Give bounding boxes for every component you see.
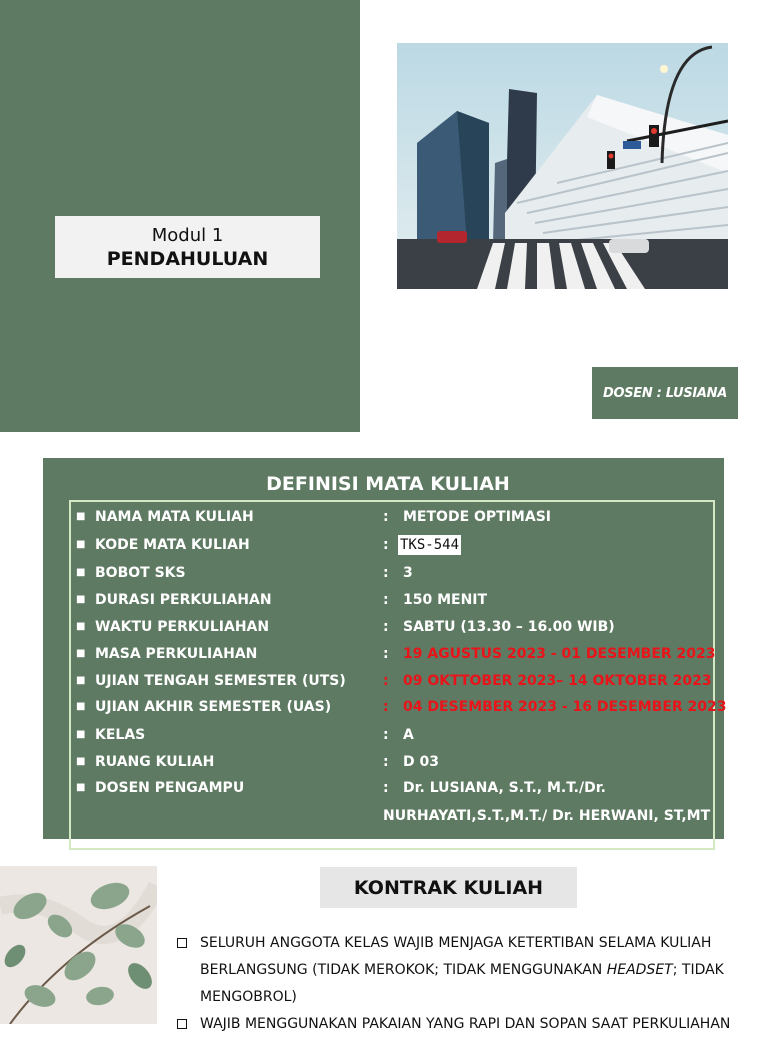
row-colon: : (383, 565, 389, 581)
bullet-icon: ■ (76, 782, 86, 793)
bullet-icon: ■ (76, 511, 86, 522)
rule-text: WAJIB MENGGUNAKAN PAKAIAN YANG RAPI DAN SOPAN SAAT PERKULIAHAN (200, 1016, 731, 1032)
rule-line-part: BERLANGSUNG (TIDAK MEROKOK; TIDAK MENGGUNAKAN (200, 962, 607, 978)
module-title: PENDAHULUAN (106, 248, 269, 270)
rule-line: SELURUH ANGGOTA KELAS WAJIB MENJAGA KETERTIBAN SELAMA KULIAH (200, 935, 712, 951)
bullet-icon: ■ (76, 729, 86, 740)
row-value: 150 MENIT (403, 592, 488, 608)
rule-line-end: ; TIDAK (672, 962, 724, 978)
row-value: D 03 (403, 754, 439, 770)
dosen-tag: DOSEN : LUSIANA (592, 367, 738, 419)
bullet-icon: ■ (76, 567, 86, 578)
module-title-box (55, 216, 320, 278)
row-colon: : (383, 592, 389, 608)
row-label: WAKTU PERKULIAHAN (95, 619, 270, 635)
bullet-icon: ■ (76, 756, 86, 767)
row-value: TKS-544 (400, 537, 460, 553)
checkbox-bullet-icon (177, 1019, 187, 1029)
kontrak-title: KONTRAK KULIAH (320, 867, 577, 908)
row-colon: : (383, 673, 389, 689)
row-label: KELAS (95, 727, 146, 743)
row-value: A (403, 727, 414, 743)
row-label: UJIAN AKHIR SEMESTER (UAS) (95, 699, 332, 715)
bullet-icon: ■ (76, 648, 86, 659)
leaf-photo (0, 866, 157, 1024)
row-colon: : (383, 699, 389, 715)
checkbox-bullet-icon (177, 938, 187, 948)
row-value: METODE OPTIMASI (403, 509, 551, 525)
row-value: 04 DESEMBER 2023 - 16 DESEMBER 2023 (403, 699, 727, 715)
rule-line: MENGOBROL) (200, 989, 297, 1005)
row-value: Dr. LUSIANA, S.T., M.T./Dr. (403, 780, 606, 796)
rule-line-italic: HEADSET (606, 962, 673, 978)
row-value: 09 OKTTOBER 2023– 14 OKTOBER 2023 (403, 673, 712, 689)
row-label: NAMA MATA KULIAH (95, 509, 254, 525)
row-colon: : (383, 727, 389, 743)
module-number: Modul 1 (151, 225, 224, 246)
row-label: KODE MATA KULIAH (95, 537, 250, 553)
row-value: SABTU (13.30 – 16.00 WIB) (403, 619, 615, 635)
row-colon: : (383, 619, 389, 635)
row-label: RUANG KULIAH (95, 754, 215, 770)
rule-text (200, 930, 760, 1011)
row-colon: : (383, 780, 389, 796)
row-colon: : (383, 509, 389, 525)
row-label: DURASI PERKULIAHAN (95, 592, 272, 608)
bullet-icon: ■ (76, 701, 86, 712)
bullet-icon: ■ (76, 539, 86, 550)
definisi-title: DEFINISI MATA KULIAH (266, 473, 510, 495)
row-label: DOSEN PENGAMPU (95, 780, 245, 796)
row-value: 19 AGUSTUS 2023 - 01 DESEMBER 2023 (403, 646, 716, 662)
bullet-icon: ■ (76, 675, 86, 686)
bullet-icon: ■ (76, 594, 86, 605)
row-colon: : (383, 754, 389, 770)
bullet-icon: ■ (76, 621, 86, 632)
row-value: 3 (403, 565, 413, 581)
dosen-continuation: NURHAYATI,S.T.,M.T./ Dr. HERWANI, ST,MT (383, 808, 711, 824)
row-colon: : (383, 537, 389, 553)
row-colon: : (383, 646, 389, 662)
rule-line (200, 957, 760, 984)
city-building-photo (397, 43, 728, 289)
row-label: BOBOT SKS (95, 565, 186, 581)
row-label: UJIAN TENGAH SEMESTER (UTS) (95, 673, 346, 689)
row-label: MASA PERKULIAHAN (95, 646, 258, 662)
